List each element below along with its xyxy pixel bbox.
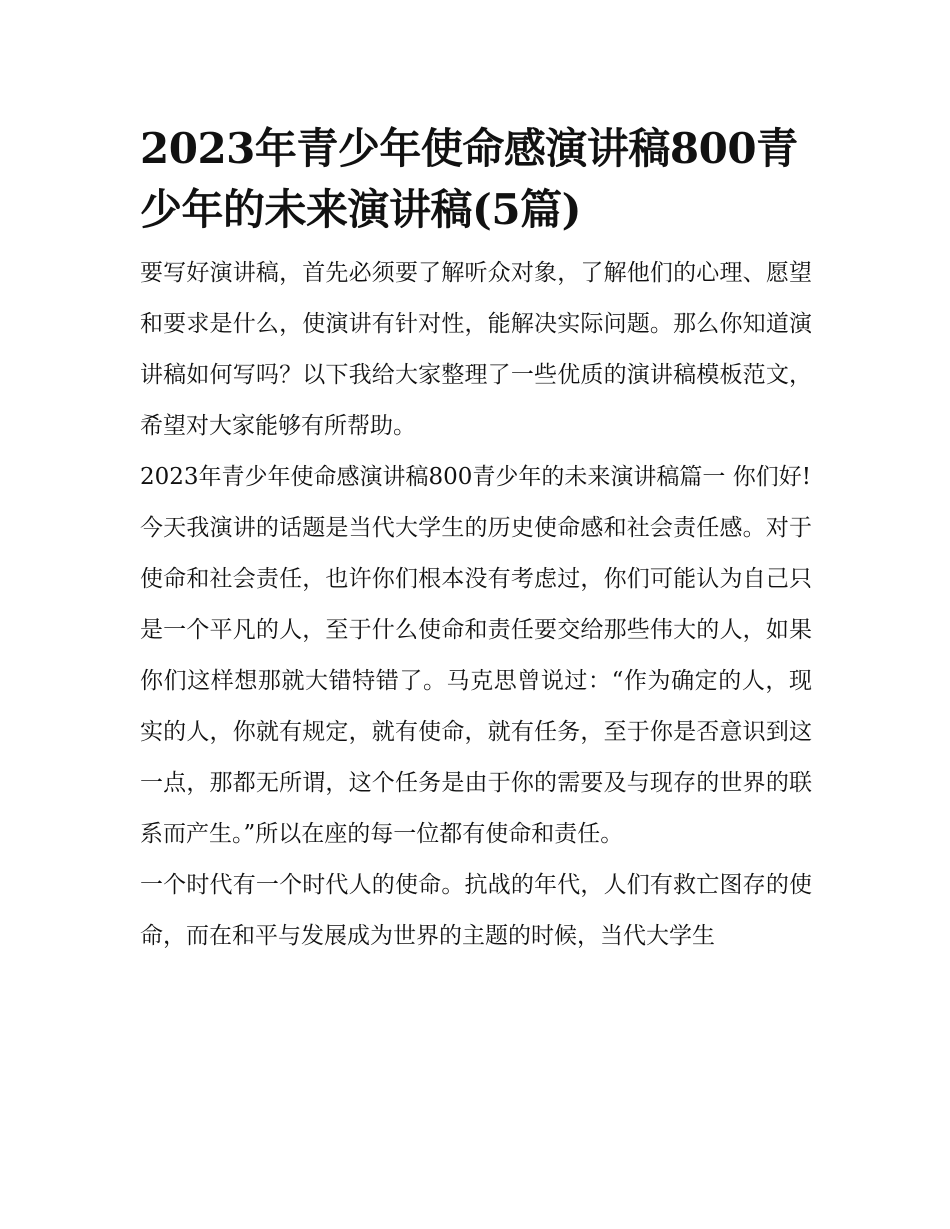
intro-paragraph: 要写好演讲稿，首先必须要了解听众对象，了解他们的心理、愿望和要求是什么，使演讲有针对性，能解决实际问题。那么你知道演讲稿如何写吗？以下我给大家整理了一些优质的演讲稿模板范文，希望对大家能够有所帮助。 [140,260,812,439]
body-paragraph: 一个时代有一个时代人的使命。抗战的年代，人们有救亡图存的使命，而在和平与发展成为世界的主题的时候，当代大学生 [140,872,812,949]
document-body [140,118,812,962]
section-heading-paragraph: 2023年青少年使命感演讲稿800青少年的未来演讲稿篇一 你们好! [140,464,811,490]
body-paragraph: 今天我演讲的话题是当代大学生的历史使命感和社会责任感。对于使命和社会责任，也许你们根本没有考虑过，你们可能认为自己只是一个平凡的人，至于什么使命和责任要交给那些伟大的人，如果你们这样想那就大错特错了。马克思曾说过：“作为确定的人，现实的人，你就有规定，就有使命，就有任务，至于你是否意识到这一点，那都无所谓，这个任务是由于你的需要及与现存的世界的联系而产生。”所以在座的每一位都有使命和责任。 [140,515,812,847]
document-title: 2023年青少年使命感演讲稿800青少年的未来演讲稿(5篇) [140,124,798,234]
